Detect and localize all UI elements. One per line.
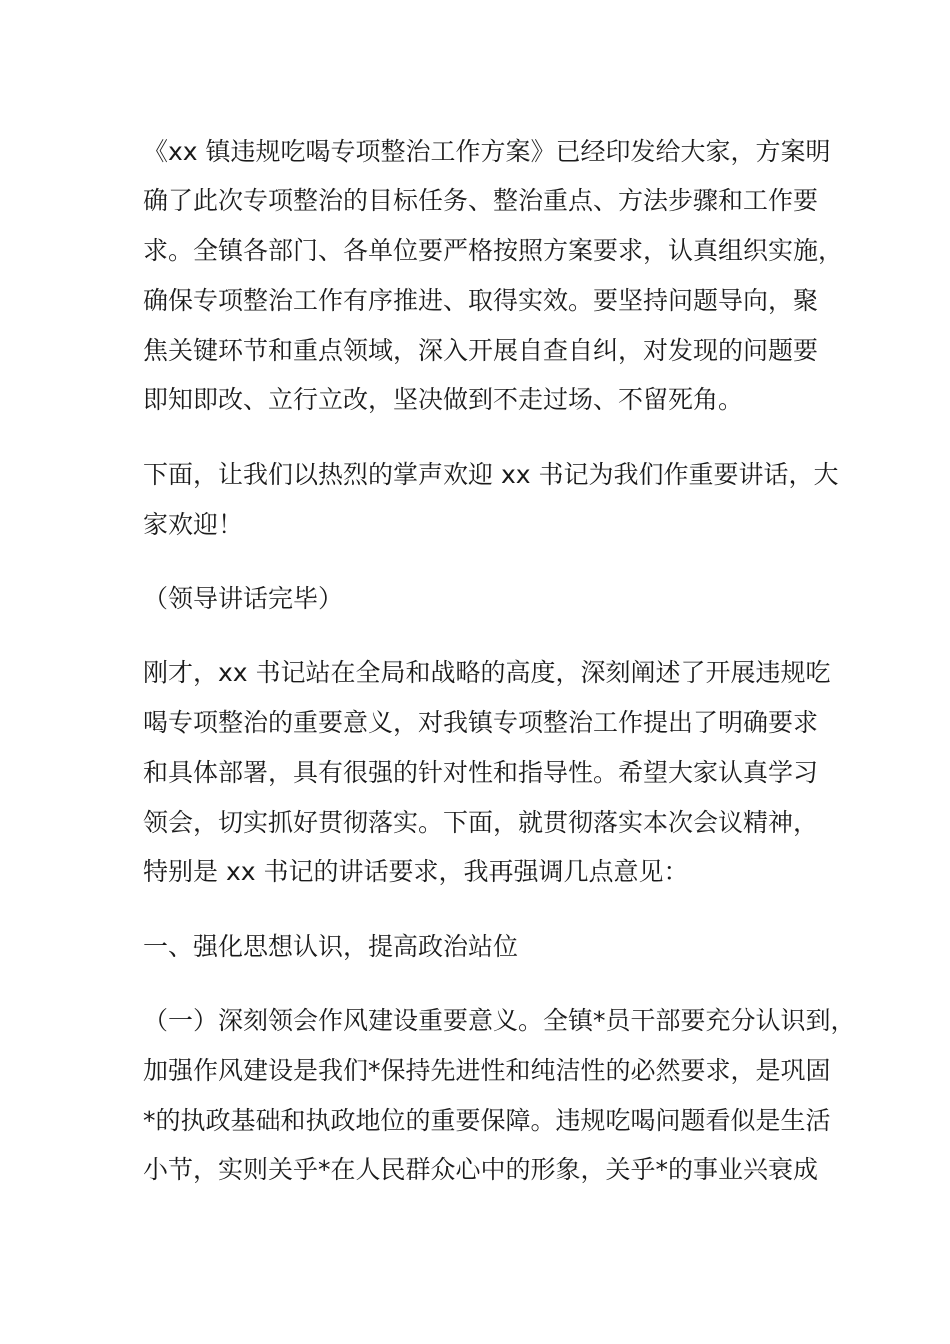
paragraph-4-line-3: 和具体部署，具有很强的针对性和指导性。希望大家认真学习 <box>143 758 819 787</box>
section-heading-1: 一、强化思想认识，提高政治站位 <box>143 932 519 961</box>
paragraph-1-line-3: 求。全镇各部门、各单位要严格按照方案要求，认真组织实施， <box>143 236 844 265</box>
paragraph-4-line-5: 特别是 xx 书记的讲话要求，我再强调几点意见： <box>143 857 689 886</box>
paragraph-4-line-2: 喝专项整治的重要意义，对我镇专项整治工作提出了明确要求 <box>143 708 819 737</box>
paragraph-2-line-2: 家欢迎！ <box>143 510 244 539</box>
paragraph-6-line-1: （一）深刻领会作风建设重要意义。全镇*员干部要充分认识到， <box>143 1006 856 1035</box>
paragraph-1-line-2: 确了此次专项整治的目标任务、整治重点、方法步骤和工作要 <box>143 186 819 215</box>
paragraph-3-line-1: （领导讲话完毕） <box>143 584 344 613</box>
paragraph-2-line-1: 下面，让我们以热烈的掌声欢迎 xx 书记为我们作重要讲话，大 <box>143 460 839 489</box>
paragraph-6-line-2: 加强作风建设是我们*保持先进性和纯洁性的必然要求，是巩固 <box>143 1056 831 1085</box>
paragraph-1-line-5: 焦关键环节和重点领域，深入开展自查自纠，对发现的问题要 <box>143 336 819 365</box>
paragraph-1-line-4: 确保专项整治工作有序推进、取得实效。要坚持问题导向，聚 <box>143 286 819 315</box>
paragraph-1-line-6: 即知即改、立行立改，坚决做到不走过场、不留死角。 <box>143 385 744 414</box>
paragraph-6-line-4: 小节，实则关乎*在人民群众心中的形象，关乎*的事业兴衰成 <box>143 1155 819 1184</box>
paragraph-1-line-1: 《xx 镇违规吃喝专项整治工作方案》已经印发给大家，方案明 <box>143 137 831 166</box>
paragraph-4-line-1: 刚才，xx 书记站在全局和战略的高度，深刻阐述了开展违规吃 <box>143 658 831 687</box>
paragraph-6-line-3: *的执政基础和执政地位的重要保障。违规吃喝问题看似是生活 <box>143 1106 831 1135</box>
paragraph-4-line-4: 领会，切实抓好贯彻落实。下面，就贯彻落实本次会议精神， <box>143 808 819 837</box>
